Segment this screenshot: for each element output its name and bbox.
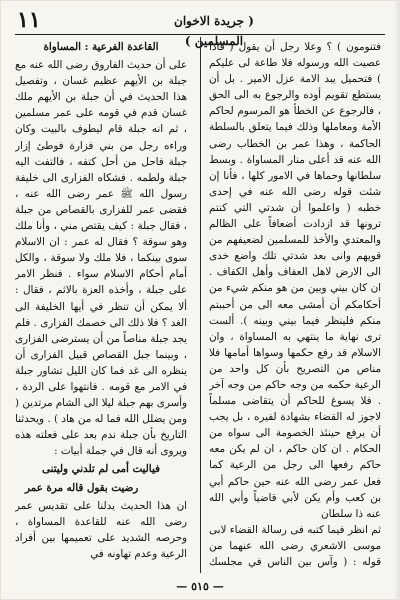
section-heading: القاعدة الفرعية : المساواة [43,41,159,53]
column-divider [200,37,201,573]
page-edge-shading [393,1,399,599]
left-paragraph-1: على أن حديث الفاروق رضى الله عنه مع جبلة بن الأيهم عظيم غسان ، وتفصيل هذا الحديث في أن جبلة بن الأيهم ملك غسان قدم في قومه على عمر مسلمين ، ثم انه جبلة قام ليطوف بالبيت وكان وراءه رجل من بني فزارة فوطئ إزار جبلة فاحل من أحل كتفه ، فالتفت اليه جبلة ولطمه . فشكاه الفزارى الى خليفة رسول الله ﷺ عمر رضى الله عنه ، فقضى عمر للفزارى بالقصاص من جبلة ، فقال جبلة : كيف يقتص مني ، وأنا ملك وهو سوقة ؟ فقال له عمر : ان الاسلام سوى بينكما ، فلا ملك ولا سوقة ، والكل أمام أحكام الاسلام سواء . فنظر الامر على جبلة ، وأخذه العزة بالاثم ، فقال : ألا يمكن أن تنظر في أيها الخليفة الى الغد ؟ فلا ذلك الى خصمك الفزارى . فلم يجد جبلة مناصاً من أن يسترضى الفزارى ، وبينما جبل القصاص قبيل الفزارى أن ينظره الى غد فما كان الليل تشاور جبلة في الامر مع قومه . فانتهوا على الردة ، وأسرى بهم جبلة ليلا الى الشام مرتدين ( ومن يضلل الله فما له من هاد ) . ويحدثنا التاريخ بأن جبلة ندم بعد على فعلته هذه ويروى أنه قال في جملة أبيات : [15,59,187,458]
left-column [15,39,187,571]
header-rule [15,34,385,35]
poem-line-1: فياليت أمى لم تلدني وليتنى [42,463,160,476]
footer-folio: — ٥١٥ — [176,580,224,593]
right-paragraph-2: ثم انظر فيما كتبه فى رسالة القضاء لابى موسى الاشعري رضى الله عنهما من قوله : ( وآس بين الناس في مجلسك [209,523,381,568]
right-column [209,39,381,571]
poem-line-2: رضيت بقول قاله مرة عمر [25,481,139,494]
newspaper-title: ( جريدة الاخوان المسلمين ) [174,14,254,48]
left-paragraph-closing: ان هذا الحديث يدلنا على تقديس عمر رضى الله عنه للقاعدة المساواة ، وحرصه الشديد على تعميمها بين أفراد الرعية وعدم تهاونه في [15,499,187,560]
page-number: ١١ [17,7,41,33]
right-paragraph-1: فتنومون ) ؟ وعلا رجل أن يقول ( فاذا عصيت الله ورسوله فلا طاعة لى عليكم ) فتحميل يبد الامة عزل الامير . بل أن يستطع تقويم أوده والرجوع به الى الحق ، فالرجوع عن الخطأ هو المرسوم لحاكم الأمة ومعاملها وذلك فيما يتعلق بالسلطة الحاكمة ، وهذا عمر بن الخطاب رضى الله عنه قد أعلى منار المساواة . وبسط سلطانها وحماها في الامور كلها ، فأنا إن شئت قوله رضى الله عنه في إحدى خطبه ( واعلموا أن شدتي التي كنتم ترونها قد ازدادت أضعافاً على الظالم والمعتدي والأخذ للمسلمين لضعيفهم من قويهم وانى بعد شدتي تلك واضع خدى الى الارض لاهل العفاف وأهل الكفاف . ان كان بيني وبين من هو منكم شيء من أحكامكم أن أمشى معه الى من أحببتم منكم فلينظر فيما بيني وبينه ). ألست ترى نهاية ما ينتهي به المساواة ، وان الاسلام قد رفع حكمها وسواها أمامها فلا مناص من التصريح بأن كل واحد من الرعية حكمه من وجه حاكم من وجه آخر . فلا يسوغ للحاكم أن يتقاضى مسلماً لاجوز له القضاء بشهادة لفيره ، بل يجب أن يرفع حينئذ الخصومة الى سواه من الحكام . ان كان حاكم ، ان لم يكن معه حاكم رفعها الى رجل من الرعية كما فعل عمر رضى الله عنه حين حاكم أبي بن كعب وأم يكن لأبي قاضياً وأبي الله عنه ذا سلطان [209,41,381,520]
